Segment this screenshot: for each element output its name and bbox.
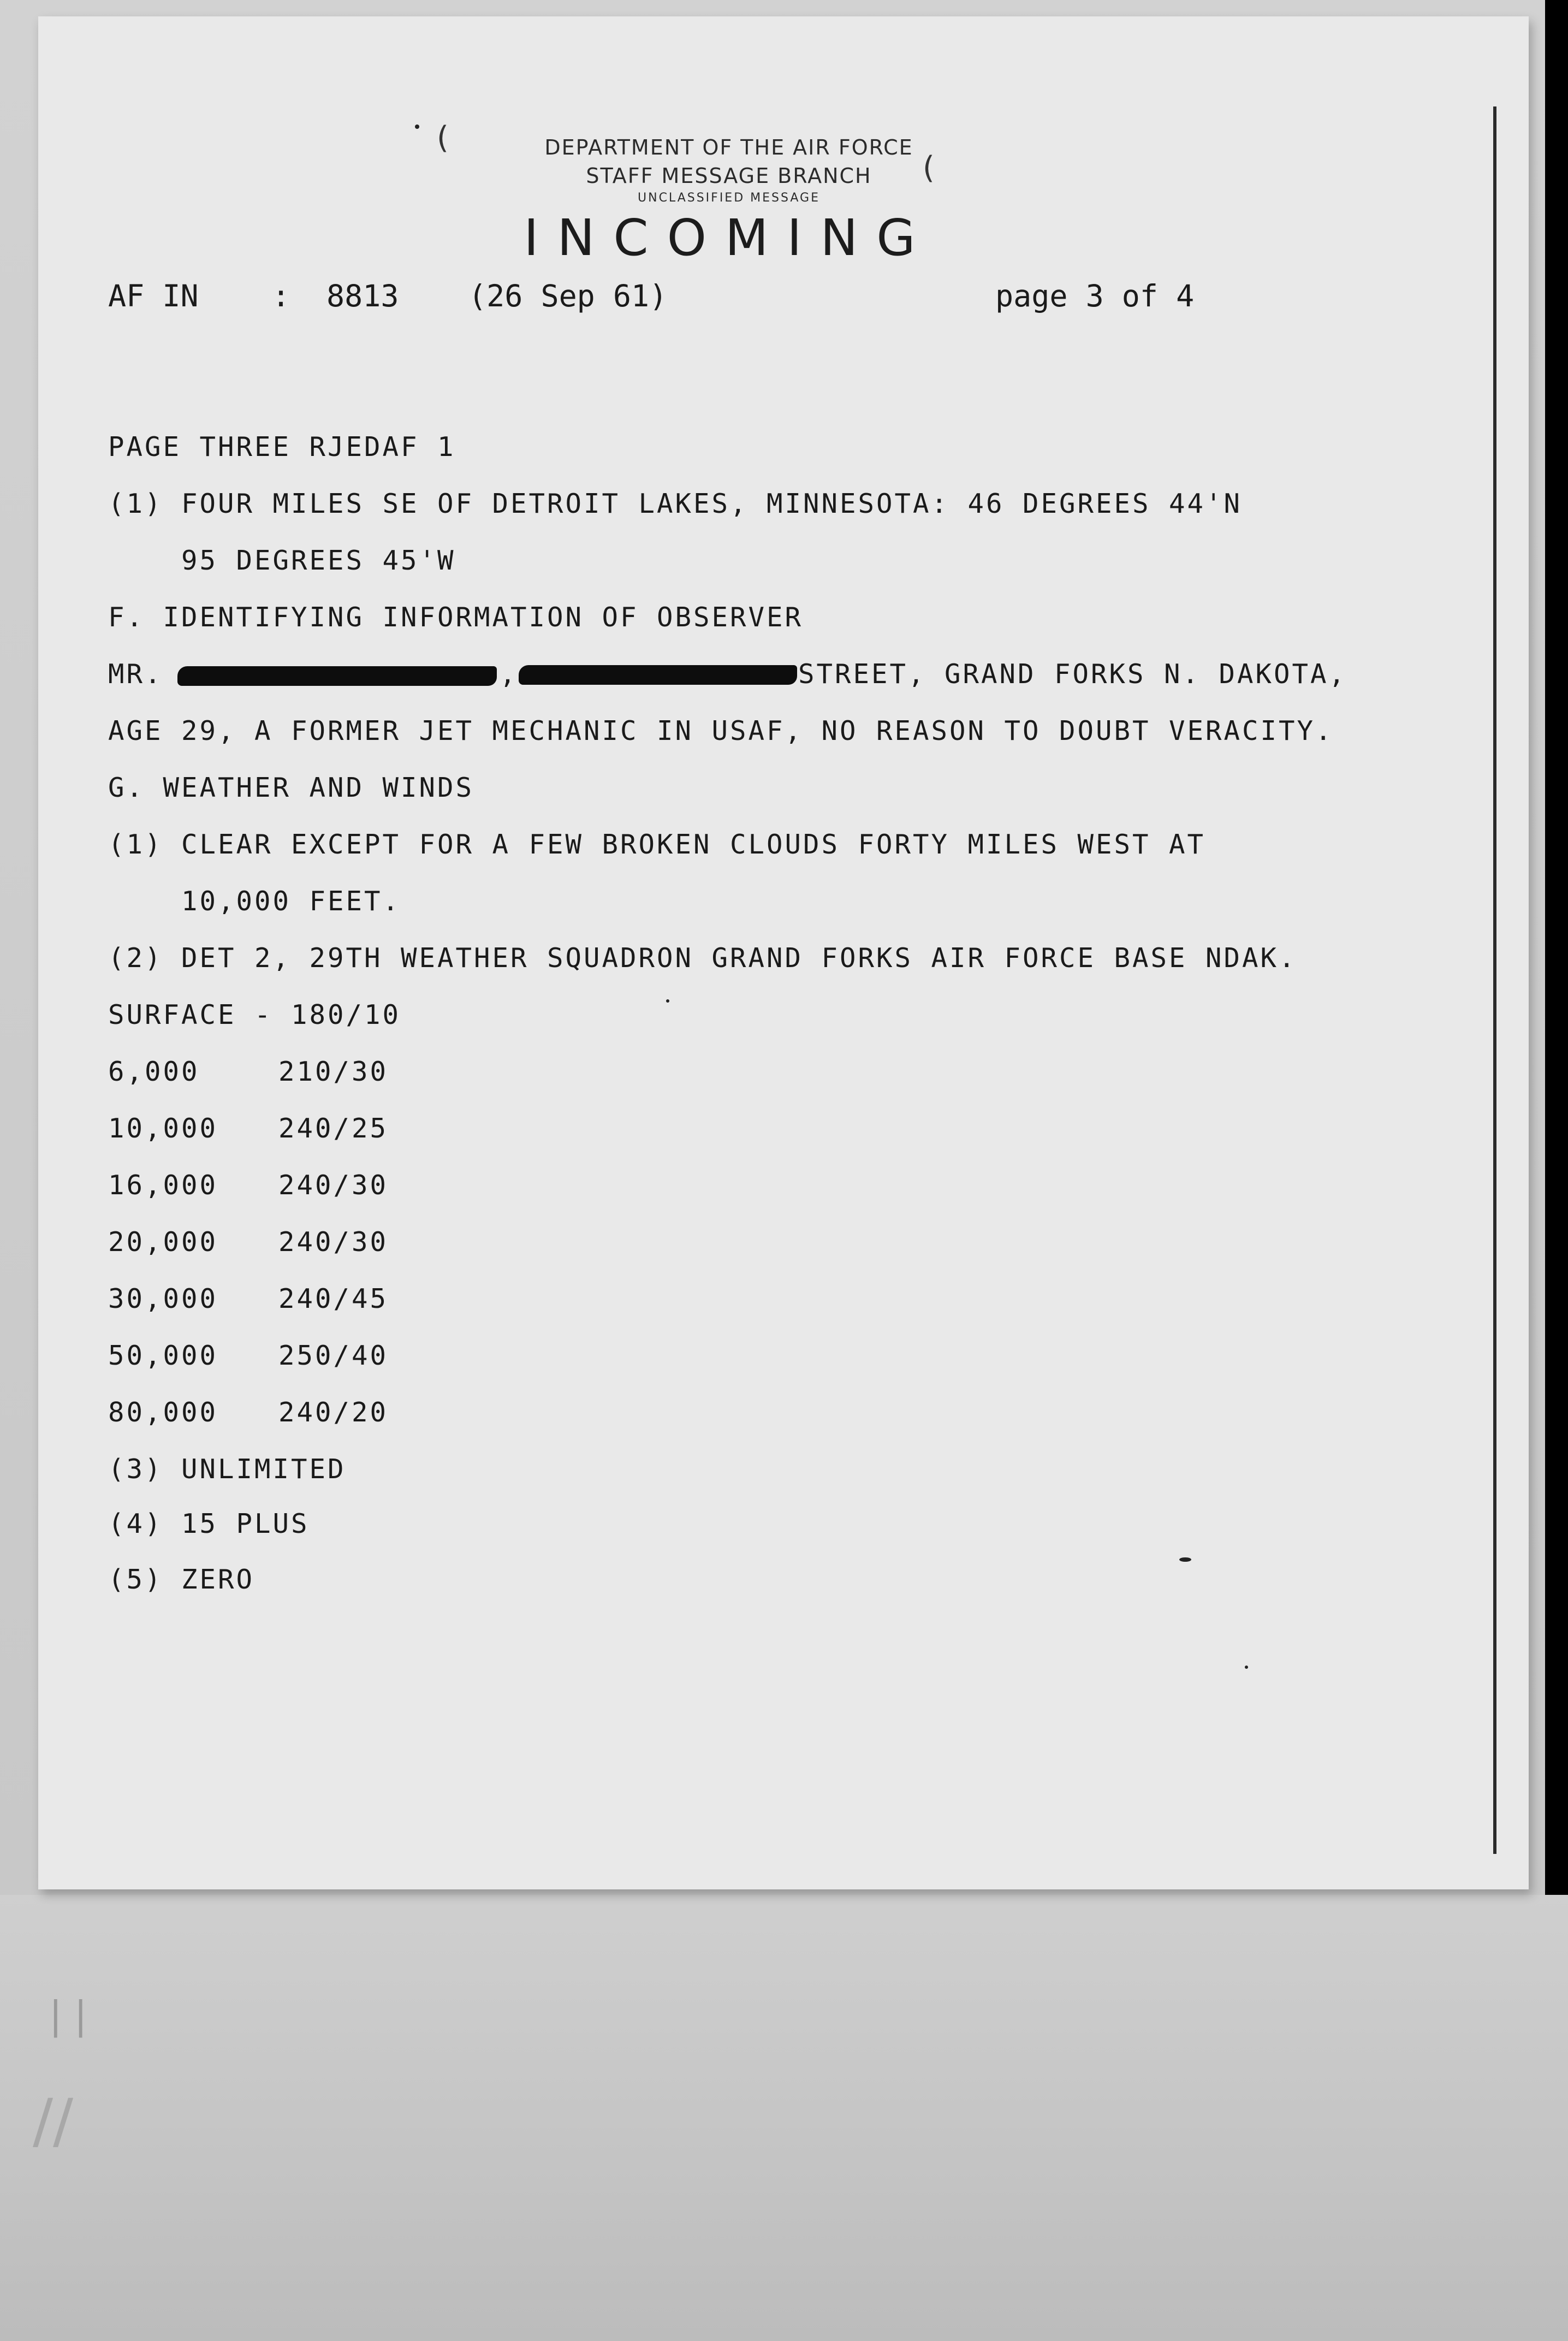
- wind-value: 240/30: [278, 1170, 389, 1201]
- ghost-mark: //: [33, 2086, 74, 2156]
- winds-surface: SURFACE - 180/10: [108, 999, 401, 1030]
- observer-line: [38, 659, 1512, 697]
- redaction-bar: [519, 665, 797, 685]
- body-line: 95 DEGREES 45'W: [108, 545, 456, 576]
- wind-altitude: 30,000: [108, 1283, 218, 1314]
- body-line: (1) CLEAR EXCEPT FOR A FEW BROKEN CLOUDS FORTY MILES WEST AT: [108, 829, 1206, 860]
- wind-value: 240/30: [278, 1226, 389, 1258]
- wind-value: 250/40: [278, 1340, 389, 1371]
- wind-value: 210/30: [278, 1056, 389, 1087]
- message-date: (26 Sep 61): [468, 278, 668, 313]
- branch-heading: STAFF MESSAGE BRANCH: [586, 164, 872, 188]
- department-heading: DEPARTMENT OF THE AIR FORCE: [544, 135, 913, 159]
- speck: [1245, 1666, 1248, 1669]
- body-line: (1) FOUR MILES SE OF DETROIT LAKES, MINNESOTA: 46 DEGREES 44'N: [108, 488, 1243, 519]
- af-in-label: AF IN: [108, 278, 199, 313]
- ghost-mark: | |: [49, 1993, 87, 2038]
- observer-prefix: MR.: [108, 659, 163, 690]
- reference-separator: :: [272, 278, 290, 313]
- wind-altitude: 16,000: [108, 1170, 218, 1201]
- wind-value: 240/25: [278, 1113, 389, 1144]
- body-line: (3) UNLIMITED: [108, 1454, 346, 1485]
- classification-label: UNCLASSIFIED MESSAGE: [638, 191, 820, 205]
- body-line: (5) ZERO: [108, 1564, 255, 1595]
- bottom-margin-strip: [0, 1895, 1568, 2341]
- wind-value: 240/45: [278, 1283, 389, 1314]
- redaction-bar: [177, 666, 497, 686]
- message-page: [38, 16, 1529, 1889]
- body-line: G. WEATHER AND WINDS: [108, 772, 474, 803]
- wind-altitude: 6,000: [108, 1056, 200, 1087]
- body-line: (4) 15 PLUS: [108, 1508, 310, 1539]
- wind-altitude: 10,000: [108, 1113, 218, 1144]
- message-number: 8813: [326, 278, 399, 313]
- speck: [415, 125, 419, 129]
- wind-value: 240/20: [278, 1397, 389, 1428]
- wind-altitude: 80,000: [108, 1397, 218, 1428]
- page-info: page 3 of 4: [995, 278, 1195, 313]
- speck: [666, 999, 669, 1003]
- observer-comma: ,: [500, 659, 518, 690]
- wind-altitude: 50,000: [108, 1340, 218, 1371]
- reference-line: [108, 278, 1418, 317]
- body-line: 10,000 FEET.: [108, 886, 401, 917]
- body-line: (2) DET 2, 29TH WEATHER SQUADRON GRAND FORKS AIR FORCE BASE NDAK.: [108, 943, 1297, 974]
- message-title: INCOMING: [524, 209, 934, 267]
- right-margin-rule: [1493, 106, 1496, 1854]
- paren-mark: (: [923, 150, 935, 186]
- wind-altitude: 20,000: [108, 1226, 218, 1258]
- observer-suffix: STREET, GRAND FORKS N. DAKOTA,: [798, 659, 1347, 690]
- body-line: F. IDENTIFYING INFORMATION OF OBSERVER: [108, 602, 804, 633]
- paren-mark: (: [437, 120, 449, 156]
- body-line: AGE 29, A FORMER JET MECHANIC IN USAF, NO REASON TO DOUBT VERACITY.: [108, 715, 1334, 746]
- body-line: PAGE THREE RJEDAF 1: [108, 431, 456, 463]
- speck: [1179, 1557, 1191, 1562]
